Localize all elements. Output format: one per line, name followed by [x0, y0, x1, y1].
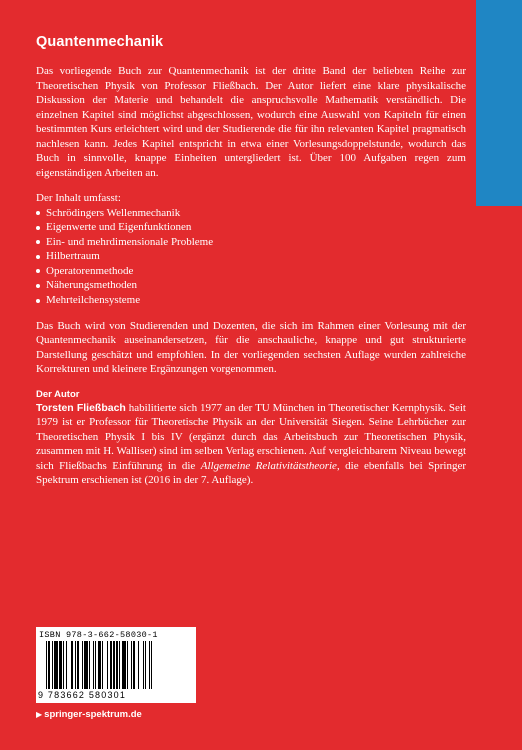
- contents-list: [36, 206, 466, 308]
- blue-accent-stripe: [476, 0, 522, 206]
- intro-paragraph: Das vorliegende Buch zur Quantenmechanik ist der dritte Band der beliebten Reihe zur Theoretischen Physik von Professor Fließbach. Der Autor liefert eine klare physikalische Diskussion der Materie und behandelt die anspruchsvolle Mathematik verständlich. Die einzelnen Kapitel sind möglichst abgeschlossen, wodurch eine Auswahl von Kapiteln für einen bestimmten Kurs erleichtert wird und der Studierende die für ihn relevanten Kapitel pragmatisch nachlesen kann. Jedes Kapitel entspricht in etwa einer Vorlesungsdoppelstunde, wodurch das Buch in sinnvolle, knappe Einheiten untergliedert ist. Über 100 Aufgaben regen zum eigenständigen Arbeiten an.: [36, 65, 466, 179]
- author-bio-text: habilitierte sich 1977 an der TU München in Theoretischer Kernphysik. Seit 1979 ist er Professor für Theoretische Physik an der Universität Siegen. Seine Lehrbücher zur Theoretischen Physik I bis IV (ergänzt durch das Arbeitsbuch zur Theoretischen Physik, zusammen mit H. Walliser) sind im selben Verlag erschienen. Auf vergleichbarem Niveau bewegt sich Fließbachs Einführung in die: [36, 401, 466, 472]
- publisher-website[interactable]: [36, 709, 142, 720]
- isbn-number: ISBN 978-3-662-58030-1: [39, 630, 158, 640]
- author-bio-text-end: , die ebenfalls bei Springer Spektrum erschienen ist (2016 in der 7. Auflage).: [36, 459, 466, 487]
- website-link-text[interactable]: springer-spektrum.de: [44, 709, 142, 720]
- barcode-label: [36, 627, 196, 703]
- audience-paragraph: Das Buch wird von Studierenden und Dozenten, die sich im Rahmen einer Vorlesung mit der Quantenmechanik auseinandersetzen, für die anschauliche, knappe und gut strukturierte Darstellung geschätzt und empfohlen. In der vorliegenden sechsten Auflage wurden zahlreiche Korrekturen und kleinere Ergänzungen vorgenommen.: [36, 319, 466, 376]
- list-item: Eigenwerte und Eigenfunktionen: [36, 220, 466, 235]
- author-name: Torsten Fließbach: [36, 401, 126, 414]
- list-item: Mehrteilchensysteme: [36, 293, 466, 308]
- list-item: Ein- und mehrdimensionale Probleme: [36, 235, 466, 250]
- list-item: Schrödingers Wellenmechanik: [36, 206, 466, 221]
- arrow-right-icon: ▶: [36, 710, 43, 719]
- book-title: Quantenmechanik: [36, 34, 164, 50]
- contents-intro: Der Inhalt umfasst:: [36, 192, 121, 204]
- author-heading: Der Autor: [36, 388, 80, 400]
- list-item: Operatorenmethode: [36, 264, 466, 279]
- barcode: [46, 641, 192, 689]
- barcode-digits: 9 783662 580301: [38, 690, 127, 700]
- back-cover-text: [36, 34, 466, 488]
- list-item: Hilbertraum: [36, 249, 466, 264]
- list-item: Näherungsmethoden: [36, 278, 466, 293]
- author-bio: [36, 401, 466, 488]
- author-bio-book-title: Allgemeine Relativitätstheorie: [200, 459, 337, 472]
